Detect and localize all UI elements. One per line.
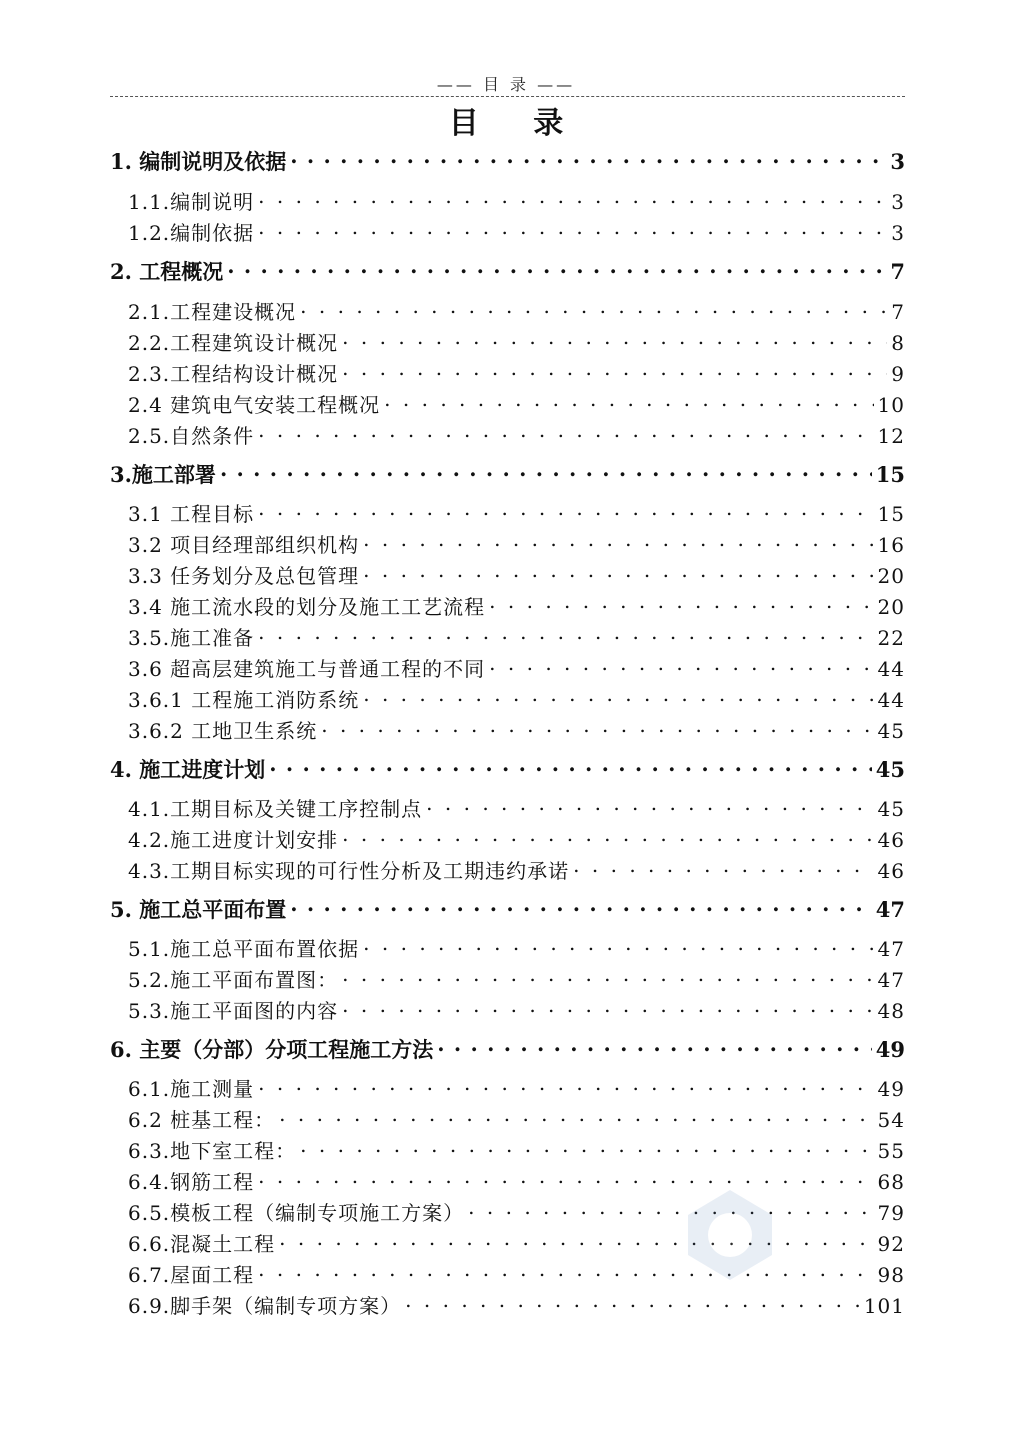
dot-leader [342,361,887,381]
dot-leader [269,756,872,777]
dot-leader [258,625,873,645]
toc-entry-label: 6. 主要（分部）分项工程施工方法 [110,1037,434,1062]
toc-section-entry[interactable] [128,1104,905,1133]
toc-page-number: 101 [863,1294,905,1318]
toc-section-entry[interactable] [128,327,905,356]
toc-page-number: 68 [877,1170,905,1194]
toc-entry-label: 2.1.工程建设概况 [128,300,297,324]
toc-entry-label: 4. 施工进度计划 [110,757,266,782]
toc-entry-label: 3.3 任务划分及总包管理 [128,564,360,588]
toc-page-number: 45 [877,797,905,821]
toc-entry-label: 2.5.自然条件 [128,424,255,448]
toc-entry-label: 6.4.钢筋工程 [128,1170,255,1194]
toc-section-entry[interactable] [128,1197,905,1226]
toc-entry-label: 3.施工部署 [110,462,216,487]
toc-page-number: 54 [877,1108,905,1132]
toc-page-number: 49 [875,1037,905,1062]
dot-leader [342,998,873,1018]
toc-section-entry[interactable] [128,855,905,884]
toc-page-number: 9 [891,362,905,386]
toc-page-number: 55 [877,1139,905,1163]
toc-entry-label: 6.2 桩基工程： [128,1108,276,1132]
dot-leader [321,718,873,738]
toc-page-number: 22 [877,626,905,650]
toc-section-entry[interactable] [128,591,905,620]
dot-leader [279,1231,873,1251]
toc-chapter-entry[interactable] [110,146,905,176]
toc-section-entry[interactable] [128,560,905,589]
toc-section-entry[interactable] [128,1259,905,1288]
dot-leader [363,687,873,707]
toc-section-entry[interactable] [128,1228,905,1257]
toc-section-entry[interactable] [128,684,905,713]
toc-entry-label: 6.9.脚手架（编制专项方案） [128,1294,402,1318]
toc-page-number: 20 [877,564,905,588]
toc-page-number: 79 [877,1201,905,1225]
toc-page-number: 49 [877,1077,905,1101]
toc-entry-label: 6.6.混凝土工程 [128,1232,276,1256]
toc-section-entry[interactable] [128,186,905,215]
toc-entry-label: 6.7.屋面工程 [128,1263,255,1287]
dot-leader [300,299,887,319]
toc-entry-label: 6.3.地下室工程： [128,1139,297,1163]
toc-entry-label: 3.2 项目经理部组织机构 [128,533,360,557]
toc-section-entry[interactable] [128,995,905,1024]
running-header: —— 目 录 —— [436,75,576,94]
toc-page-number: 92 [877,1232,905,1256]
dot-leader [290,896,872,917]
dot-leader [227,258,886,279]
dot-leader [468,1200,873,1220]
toc-page-number: 8 [891,331,905,355]
dot-leader [258,423,873,443]
toc-entry-label: 6.1.施工测量 [128,1077,255,1101]
toc-section-entry[interactable] [128,1290,905,1319]
toc-entry-label: 4.3.工期目标实现的可行性分析及工期违约承诺 [128,859,570,883]
toc-section-entry[interactable] [128,653,905,682]
toc-page-number: 20 [877,595,905,619]
dot-leader [342,827,873,847]
toc-page-number: 46 [877,828,905,852]
dot-leader [489,594,873,614]
dot-leader [342,967,873,987]
toc-entry-label: 1.2.编制依据 [128,221,255,245]
toc-page-number: 15 [877,502,905,526]
toc-entry-label: 5.3.施工平面图的内容 [128,999,339,1023]
toc-chapter-entry[interactable] [110,754,905,784]
dot-leader [437,1036,872,1057]
toc-page-number: 15 [875,462,905,487]
dot-leader [258,501,873,521]
toc-entry-label: 2.3.工程结构设计概况 [128,362,339,386]
toc-entry-label: 5.1.施工总平面布置依据 [128,937,360,961]
toc-chapter-entry[interactable] [110,459,905,489]
toc-section-entry[interactable] [128,1166,905,1195]
dot-leader [489,656,873,676]
toc-section-entry[interactable] [128,1073,905,1102]
toc-entry-label: 4.1.工期目标及关键工序控制点 [128,797,423,821]
toc-section-entry[interactable] [128,498,905,527]
toc-section-entry[interactable] [128,358,905,387]
dot-leader [363,563,873,583]
toc-entry-label: 3.6 超高层建筑施工与普通工程的不同 [128,657,486,681]
toc-page-number: 16 [877,533,905,557]
toc-page-number: 48 [877,999,905,1023]
toc-entry-label: 1. 编制说明及依据 [110,149,287,174]
toc-entry-label: 3.5.施工准备 [128,626,255,650]
dot-leader [258,1076,873,1096]
toc-section-entry[interactable] [128,420,905,449]
toc-page-number: 44 [877,657,905,681]
toc-entry-label: 5.2.施工平面布置图： [128,968,339,992]
dot-leader [405,1293,860,1313]
toc-section-entry[interactable] [128,389,905,418]
toc-entry-label: 1.1.编制说明 [128,190,255,214]
dot-leader [258,1262,873,1282]
toc-chapter-entry[interactable] [110,1034,905,1064]
dot-leader [363,936,873,956]
toc-section-entry[interactable] [128,715,905,744]
toc-section-entry[interactable] [128,622,905,651]
dot-leader [279,1107,873,1127]
toc-page-number: 98 [877,1263,905,1287]
toc-page-number: 47 [875,897,905,922]
toc-chapter-entry[interactable] [110,894,905,924]
toc-section-entry[interactable] [128,793,905,822]
toc-page-number: 7 [890,259,905,284]
toc-page-number: 3 [891,221,905,245]
dot-leader [258,220,887,240]
toc-page-number: 45 [875,757,905,782]
dot-leader [426,796,873,816]
toc-page-number: 12 [877,424,905,448]
toc-page-number: 46 [877,859,905,883]
dot-leader [342,330,887,350]
dot-leader [384,392,873,412]
page-title: 目 录 [448,106,586,141]
toc-entry-label: 2. 工程概况 [110,259,224,284]
dot-leader [300,1138,873,1158]
toc-page-number: 10 [877,393,905,417]
toc-section-entry[interactable] [128,1135,905,1164]
dot-leader [258,189,887,209]
toc-section-entry[interactable] [128,217,905,246]
dot-leader [220,461,872,482]
toc-section-entry[interactable] [128,933,905,962]
toc-page-number: 45 [877,719,905,743]
toc-entry-label: 2.4 建筑电气安装工程概况 [128,393,381,417]
toc-page-number: 3 [891,190,905,214]
toc-entry-label: 6.5.模板工程（编制专项施工方案） [128,1201,465,1225]
toc-entry-label: 3.6.2 工地卫生系统 [128,719,318,743]
toc-chapter-entry[interactable] [110,256,905,286]
dot-leader [258,1169,873,1189]
toc-entry-label: 3.4 施工流水段的划分及施工工艺流程 [128,595,486,619]
toc-page-number: 47 [877,968,905,992]
toc-section-entry[interactable] [128,964,905,993]
toc-page-number: 3 [890,149,905,174]
dot-leader [573,858,873,878]
toc-entry-label: 4.2.施工进度计划安排 [128,828,339,852]
toc-section-entry[interactable] [128,824,905,853]
toc-page-number: 44 [877,688,905,712]
toc-page-number: 7 [891,300,905,324]
dot-leader [363,532,873,552]
toc-section-entry[interactable] [128,529,905,558]
toc-page-number: 47 [877,937,905,961]
toc-entry-label: 3.1 工程目标 [128,502,255,526]
toc-entry-label: 5. 施工总平面布置 [110,897,287,922]
toc-entry-label: 3.6.1 工程施工消防系统 [128,688,360,712]
watermark-logo-icon [680,1185,780,1285]
toc-entry-label: 2.2.工程建筑设计概况 [128,331,339,355]
dot-leader [290,148,886,169]
toc-section-entry[interactable] [128,296,905,325]
